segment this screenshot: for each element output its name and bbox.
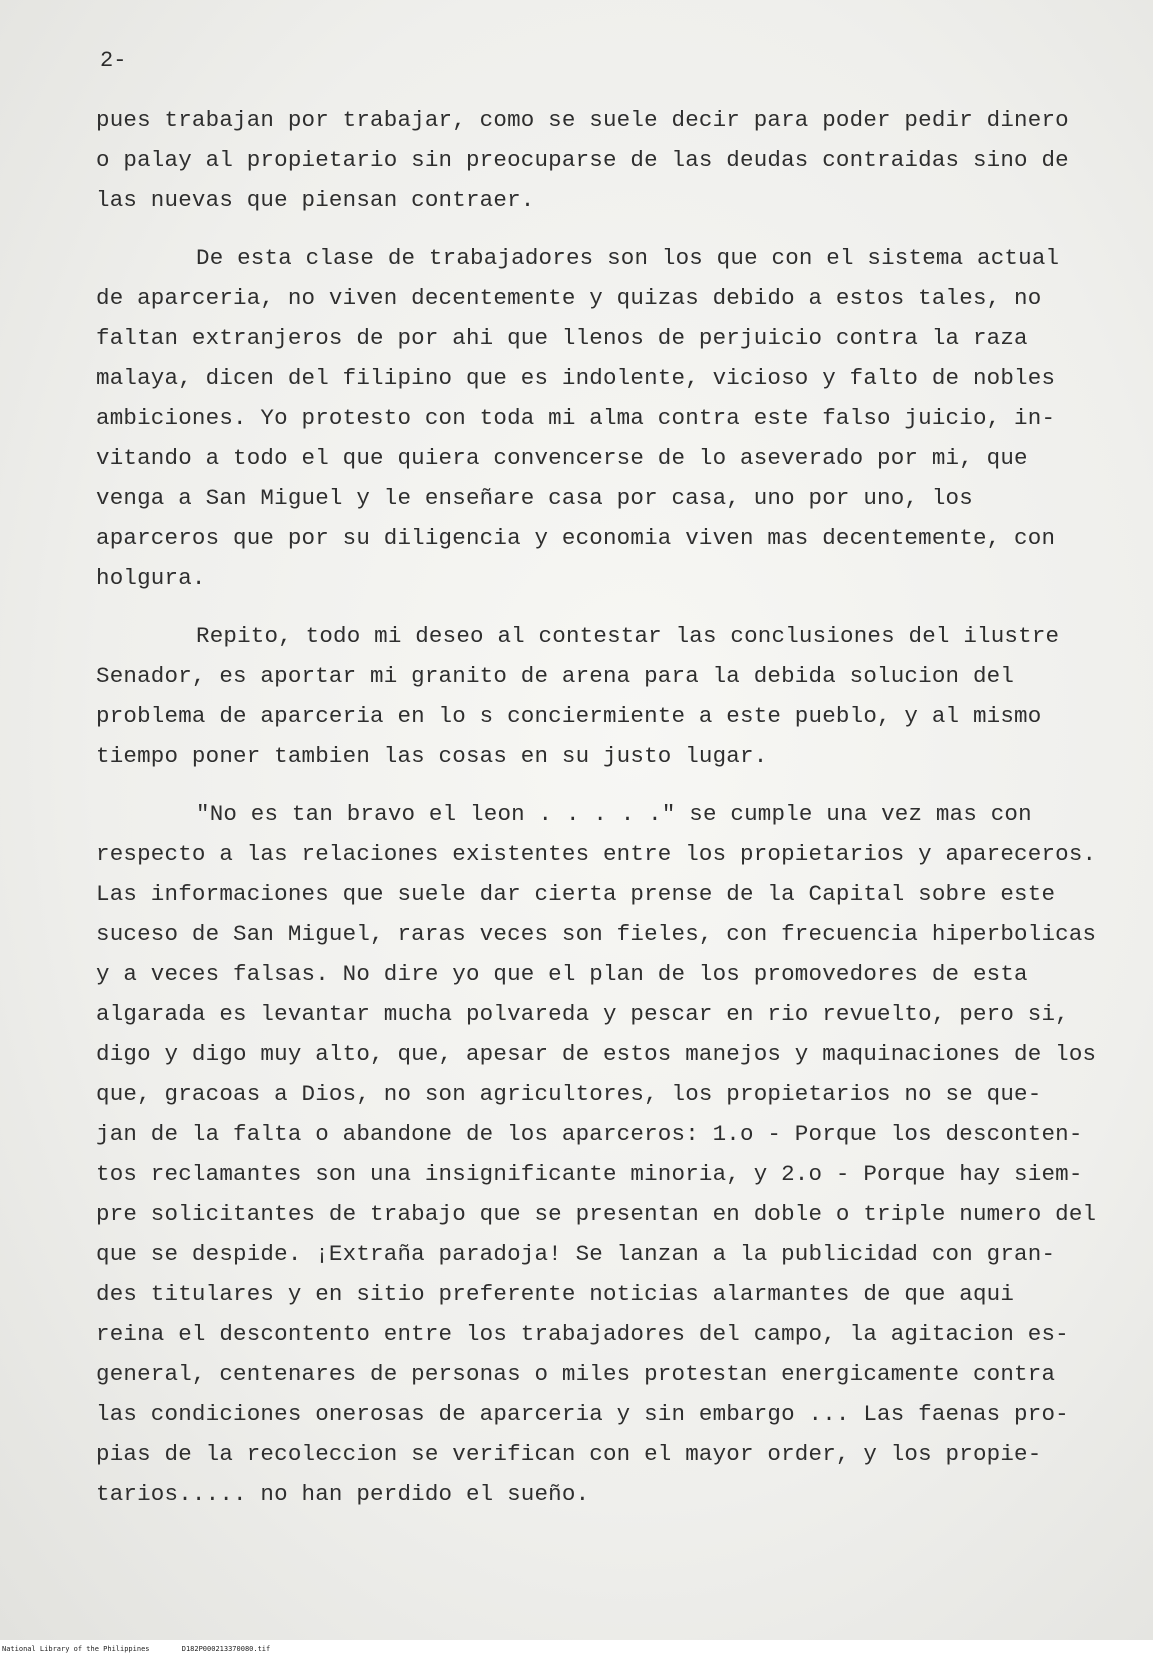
document-body bbox=[96, 100, 1106, 1532]
text-line: suceso de San Miguel, raras veces son fieles, con frecuencia hiperbolicas bbox=[96, 921, 1097, 947]
text-line: las nuevas que piensan contraer. bbox=[96, 187, 535, 213]
text-line: de aparceria, no viven decentemente y quizas debido a estos tales, no bbox=[96, 285, 1042, 311]
text-line: respecto a las relaciones existentes entre los propietarios y apareceros. bbox=[96, 841, 1097, 867]
text-line: faltan extranjeros de por ahi que llenos de perjuicio contra la raza bbox=[96, 325, 1028, 351]
paragraph-3 bbox=[96, 616, 1106, 776]
text-line: aparceros que por su diligencia y economia viven mas decentemente, con bbox=[96, 525, 1056, 551]
text-line: las condiciones onerosas de aparceria y sin embargo ... Las faenas pro- bbox=[96, 1401, 1069, 1427]
text-line: tarios..... no han perdido el sueño. bbox=[96, 1481, 590, 1507]
footer-file-id: D182P000213370080.tif bbox=[181, 1645, 271, 1653]
text-line: Senador, es aportar mi granito de arena para la debida solucion del bbox=[96, 663, 1015, 689]
paragraph-1 bbox=[96, 100, 1106, 220]
text-line: digo y digo muy alto, que, apesar de estos manejos y maquinaciones de los bbox=[96, 1041, 1097, 1067]
text-line: general, centenares de personas o miles protestan energicamente contra bbox=[96, 1361, 1056, 1387]
text-line: des titulares y en sitio preferente noticias alarmantes de que aqui bbox=[96, 1281, 1015, 1307]
text-line: "No es tan bravo el leon . . . . ." se cumple una vez mas con bbox=[196, 801, 1032, 827]
paragraph-4 bbox=[96, 794, 1106, 1514]
text-line: que, gracoas a Dios, no son agricultores, los propietarios no se que- bbox=[96, 1081, 1042, 1107]
text-line: y a veces falsas. No dire yo que el plan de los promovedores de esta bbox=[96, 961, 1028, 987]
text-line: Las informaciones que suele dar cierta prense de la Capital sobre este bbox=[96, 881, 1056, 907]
text-line: Repito, todo mi deseo al contestar las conclusiones del ilustre bbox=[196, 623, 1060, 649]
footer-source: National Library of the Philippines bbox=[2, 1645, 150, 1653]
text-line: problema de aparceria en lo s conciermiente a este pueblo, y al mismo bbox=[96, 703, 1042, 729]
text-line: tiempo poner tambien las cosas en su justo lugar. bbox=[96, 743, 768, 769]
text-line: vitando a todo el que quiera convencerse de lo aseverado por mi, que bbox=[96, 445, 1028, 471]
text-line: ambiciones. Yo protesto con toda mi alma contra este falso juicio, in- bbox=[96, 405, 1056, 431]
paragraph-2 bbox=[96, 238, 1106, 598]
text-line: pre solicitantes de trabajo que se presentan en doble o triple numero del bbox=[96, 1201, 1097, 1227]
text-line: reina el descontento entre los trabajadores del campo, la agitacion es- bbox=[96, 1321, 1069, 1347]
text-line: algarada es levantar mucha polvareda y pescar en rio revuelto, pero si, bbox=[96, 1001, 1069, 1027]
page-number: 2- bbox=[100, 48, 127, 73]
text-line: jan de la falta o abandone de los aparceros: 1.o - Porque los desconten- bbox=[96, 1121, 1083, 1147]
text-line: tos reclamantes son una insignificante minoria, y 2.o - Porque hay siem- bbox=[96, 1161, 1083, 1187]
text-line: que se despide. ¡Extraña paradoja! Se lanzan a la publicidad con gran- bbox=[96, 1241, 1056, 1267]
text-line: o palay al propietario sin preocuparse de las deudas contraidas sino de bbox=[96, 147, 1069, 173]
scan-footer bbox=[0, 1642, 1153, 1658]
text-line: malaya, dicen del filipino que es indolente, vicioso y falto de nobles bbox=[96, 365, 1056, 391]
text-line: pues trabajan por trabajar, como se suele decir para poder pedir dinero bbox=[96, 107, 1069, 133]
text-line: holgura. bbox=[96, 565, 206, 591]
text-line: pias de la recoleccion se verifican con el mayor order, y los propie- bbox=[96, 1441, 1042, 1467]
text-line: venga a San Miguel y le enseñare casa por casa, uno por uno, los bbox=[96, 485, 973, 511]
text-line: De esta clase de trabajadores son los que con el sistema actual bbox=[196, 245, 1060, 271]
